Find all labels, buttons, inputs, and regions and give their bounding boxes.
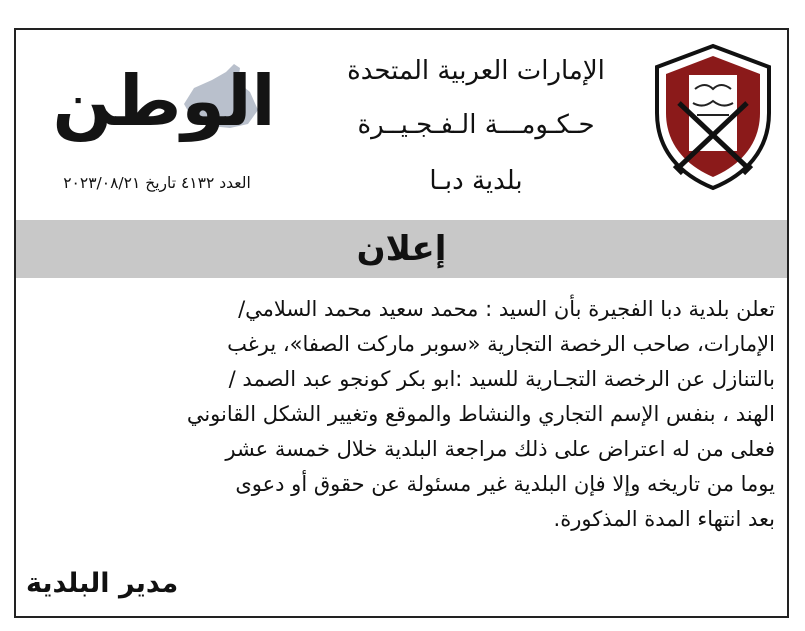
notice-line: يوما من تاريخه وإلا فإن البلدية غير مسئولة عن حقوق أو دعوى <box>235 472 775 496</box>
notice-line: الإمارات، صاحب الرخصة التجارية «سوبر ماركت الصفا»، يرغب <box>227 332 775 356</box>
newspaper-logo-text: الوطن <box>52 60 276 142</box>
notice-line: الهند ، بنفس الإسم التجاري والنشاط والموقع وتغيير الشكل القانوني <box>186 402 775 426</box>
issue-info: العدد ٤١٣٢ تاريخ ٢٠٢٣/٠٨/٢١ <box>63 174 251 192</box>
notice-title: إعلان <box>356 229 447 269</box>
notice-line: فعلى من له اعتراض على ذلك مراجعة البلدية خلال خمسة عشر <box>225 437 775 461</box>
notice-frame <box>14 28 789 618</box>
notice-body <box>30 292 775 537</box>
notice-line: بالتنازل عن الرخصة التجـارية للسيد :ابو بكر كونجو عبد الصمد / <box>228 367 775 391</box>
newspaper-logo <box>44 58 284 158</box>
government-name: حـكـومـــة الـفـجـيــرة <box>357 110 595 140</box>
notice-title-banner <box>16 220 787 278</box>
notice-line: تعلن بلدية دبا الفجيرة بأن السيد : محمد سعيد محمد السلامي/ <box>238 297 775 321</box>
signature: مدير البلدية <box>26 568 179 599</box>
notice-header <box>16 30 787 220</box>
notice-line: بعد انتهاء المدة المذكورة. <box>553 507 775 531</box>
fujairah-emblem-icon <box>653 43 773 191</box>
municipality-name: بلدية دبـا <box>429 166 523 196</box>
country-name: الإمارات العربية المتحدة <box>347 56 605 86</box>
